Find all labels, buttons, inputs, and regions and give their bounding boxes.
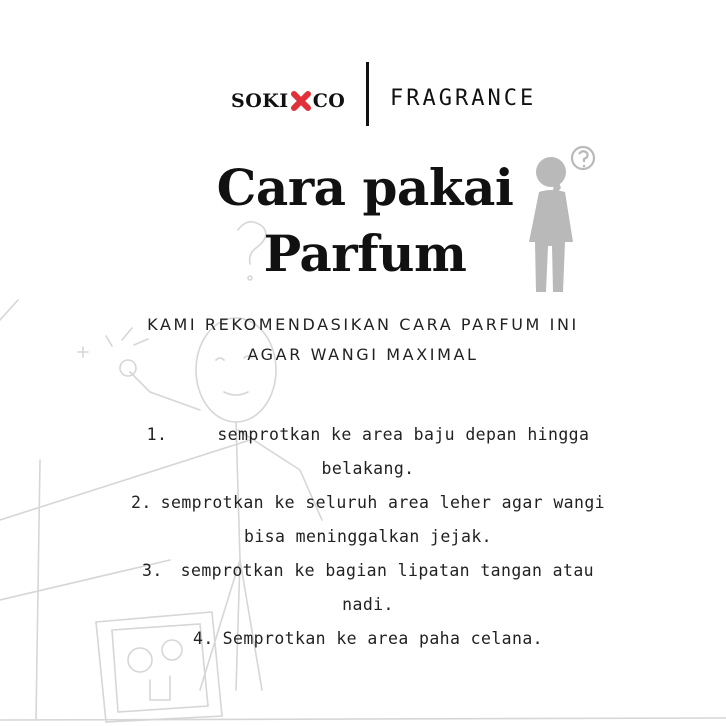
step-text: semprotkan ke seluruh area leher agar wangi (160, 493, 606, 512)
sub-brand: FRAGRANCE (390, 86, 537, 111)
brand-logo (231, 90, 345, 112)
title-line: Parfum (263, 224, 467, 283)
title-line: Cara pakai (216, 158, 514, 217)
step-text: semprotkan ke area baju depan hingga (217, 425, 590, 444)
step-number: 1. (146, 425, 168, 444)
step-text: semprotkan ke bagian lipatan tangan atau (180, 561, 595, 580)
subtitle (60, 310, 666, 370)
step-text-continued: bisa meninggalkan jejak. (243, 527, 492, 546)
brand-name-left: SOKI (231, 90, 289, 112)
list-item (78, 554, 658, 622)
page-title (150, 155, 580, 287)
thinking-person-icon (525, 142, 605, 292)
steps-list (78, 418, 658, 656)
step-number: 4. (192, 629, 214, 648)
subtitle-line: KAMI REKOMENDASIKAN CARA PARFUM INI (147, 315, 579, 334)
step-text: Semprotkan ke area paha celana. (222, 629, 544, 648)
brand-x-icon (290, 90, 312, 112)
brand-divider (366, 62, 369, 126)
list-item (78, 622, 658, 656)
step-number: 3. (141, 561, 163, 580)
list-item (78, 418, 658, 486)
step-text-continued: nadi. (342, 595, 394, 614)
step-number: 2. (130, 493, 152, 512)
brand-name-right: CO (312, 90, 346, 112)
list-item (78, 486, 658, 554)
step-text-continued: belakang. (321, 459, 415, 478)
subtitle-line: AGAR WANGI MAXIMAL (247, 345, 479, 364)
brand-header (0, 62, 726, 132)
